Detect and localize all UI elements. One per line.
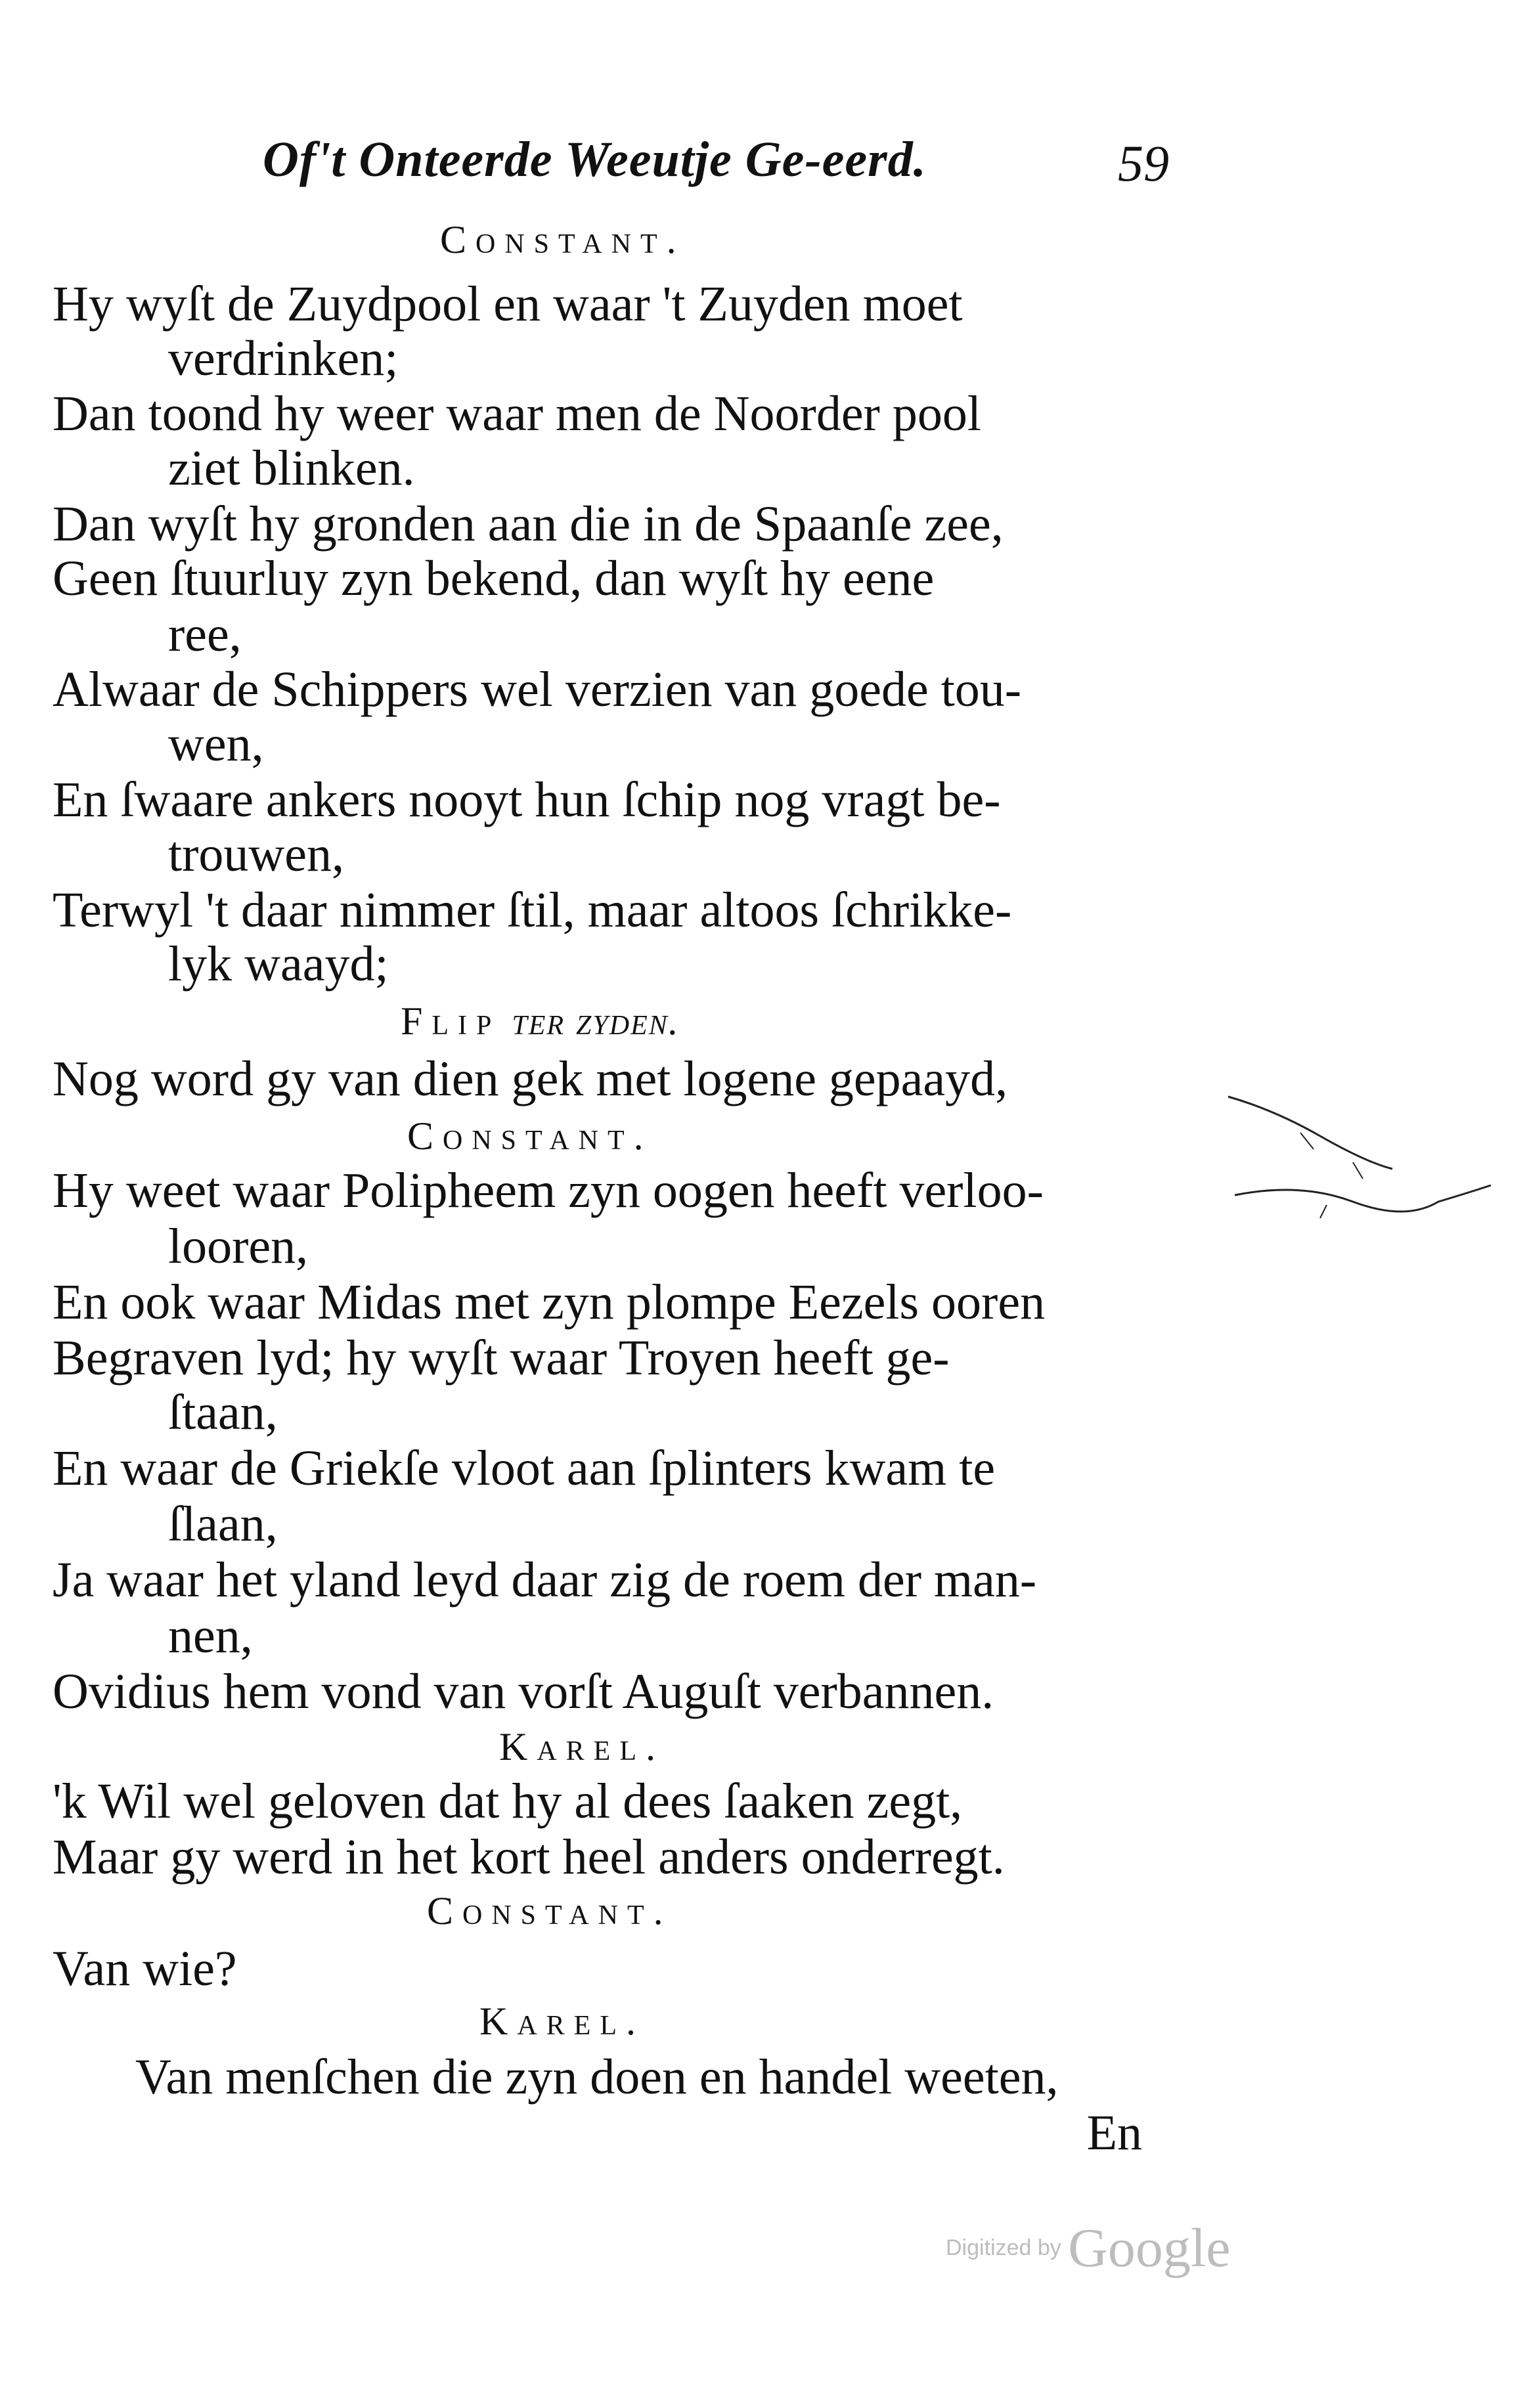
verse-line: Van wie? (53, 1941, 237, 1996)
watermark-small-text: Digitized by (946, 2235, 1061, 2260)
verse-line: ziet blinken. (168, 441, 415, 496)
speaker-heading: Karel. (499, 1725, 665, 1768)
speaker-heading: Constant. (440, 218, 686, 261)
verse-line: Nog word gy van dien gek met logene gepaayd, (53, 1051, 1008, 1106)
verse-line: En ſwaare ankers nooyt hun ſchip nog vragt be- (53, 772, 1001, 827)
verse-line: Dan toond hy weer waar men de Noorder pool (53, 386, 981, 441)
verse-line: Geen ſtuurluy zyn bekend, dan wyſt hy eene (53, 551, 935, 606)
verse-line: looren, (168, 1219, 309, 1274)
verse-line: En ook waar Midas met zyn plompe Eezels ooren (53, 1275, 1046, 1330)
verse-line: Terwyl 't daar nimmer ſtil, maar altoos ſchrikke- (53, 883, 1012, 938)
stage-direction-text: ter zyden. (512, 999, 680, 1043)
digitized-watermark (946, 2216, 1231, 2280)
stage-direction-name: Flip (401, 999, 501, 1043)
verse-line: Hy wyſt de Zuydpool en waar 't Zuyden moet (53, 276, 963, 332)
verse-line: verdrinken; (168, 331, 399, 386)
verse-line: Ja waar het yland leyd daar zig de roem der man- (53, 1552, 1037, 1608)
speaker-heading: Karel. (479, 2000, 645, 2043)
verse-line: Ovidius hem vond van vorſt Auguſt verbannen. (53, 1664, 994, 1719)
verse-line: Alwaar de Schippers wel verzien van goede tou- (53, 662, 1022, 717)
watermark-logo-text: Google (1068, 2218, 1231, 2279)
verse-line: ree, (168, 607, 242, 662)
running-header (250, 131, 1169, 204)
stage-direction (401, 1001, 680, 1041)
verse-line: En waar de Griekſe vloot aan ſplinters kwam te (53, 1441, 996, 1496)
running-title: Of't Onteerde Weeutje Ge-eerd. (263, 132, 927, 187)
verse-line: wen, (168, 716, 264, 772)
verse-line: nen, (168, 1608, 253, 1663)
verse-line: ſlaan, (168, 1497, 278, 1552)
verse-line: Hy weet waar Polipheem zyn oogen heeft verloo- (53, 1163, 1044, 1218)
verse-line: 'k Wil wel geloven dat hy al dees ſaaken zegt, (53, 1774, 963, 1829)
verse-line: Van menſchen die zyn doen en handel weeten, (135, 2049, 1059, 2105)
page-number: 59 (1118, 135, 1169, 192)
speaker-heading: Constant. (407, 1114, 653, 1158)
verse-line: trouwen, (168, 827, 345, 882)
verse-line: Maar gy werd in het kort heel anders onderregt. (53, 1829, 1005, 1885)
catchword: En (1086, 2105, 1142, 2160)
speaker-heading: Constant. (427, 1889, 673, 1933)
verse-line: ſtaan, (168, 1385, 278, 1440)
margin-sketch-mark (1222, 1070, 1497, 1221)
verse-line: lyk waayd; (168, 936, 389, 992)
verse-line: Begraven lyd; hy wyſt waar Troyen heeft ge- (53, 1330, 950, 1386)
verse-line: Dan wyſt hy gronden aan die in de Spaanſe zee, (53, 496, 1004, 552)
